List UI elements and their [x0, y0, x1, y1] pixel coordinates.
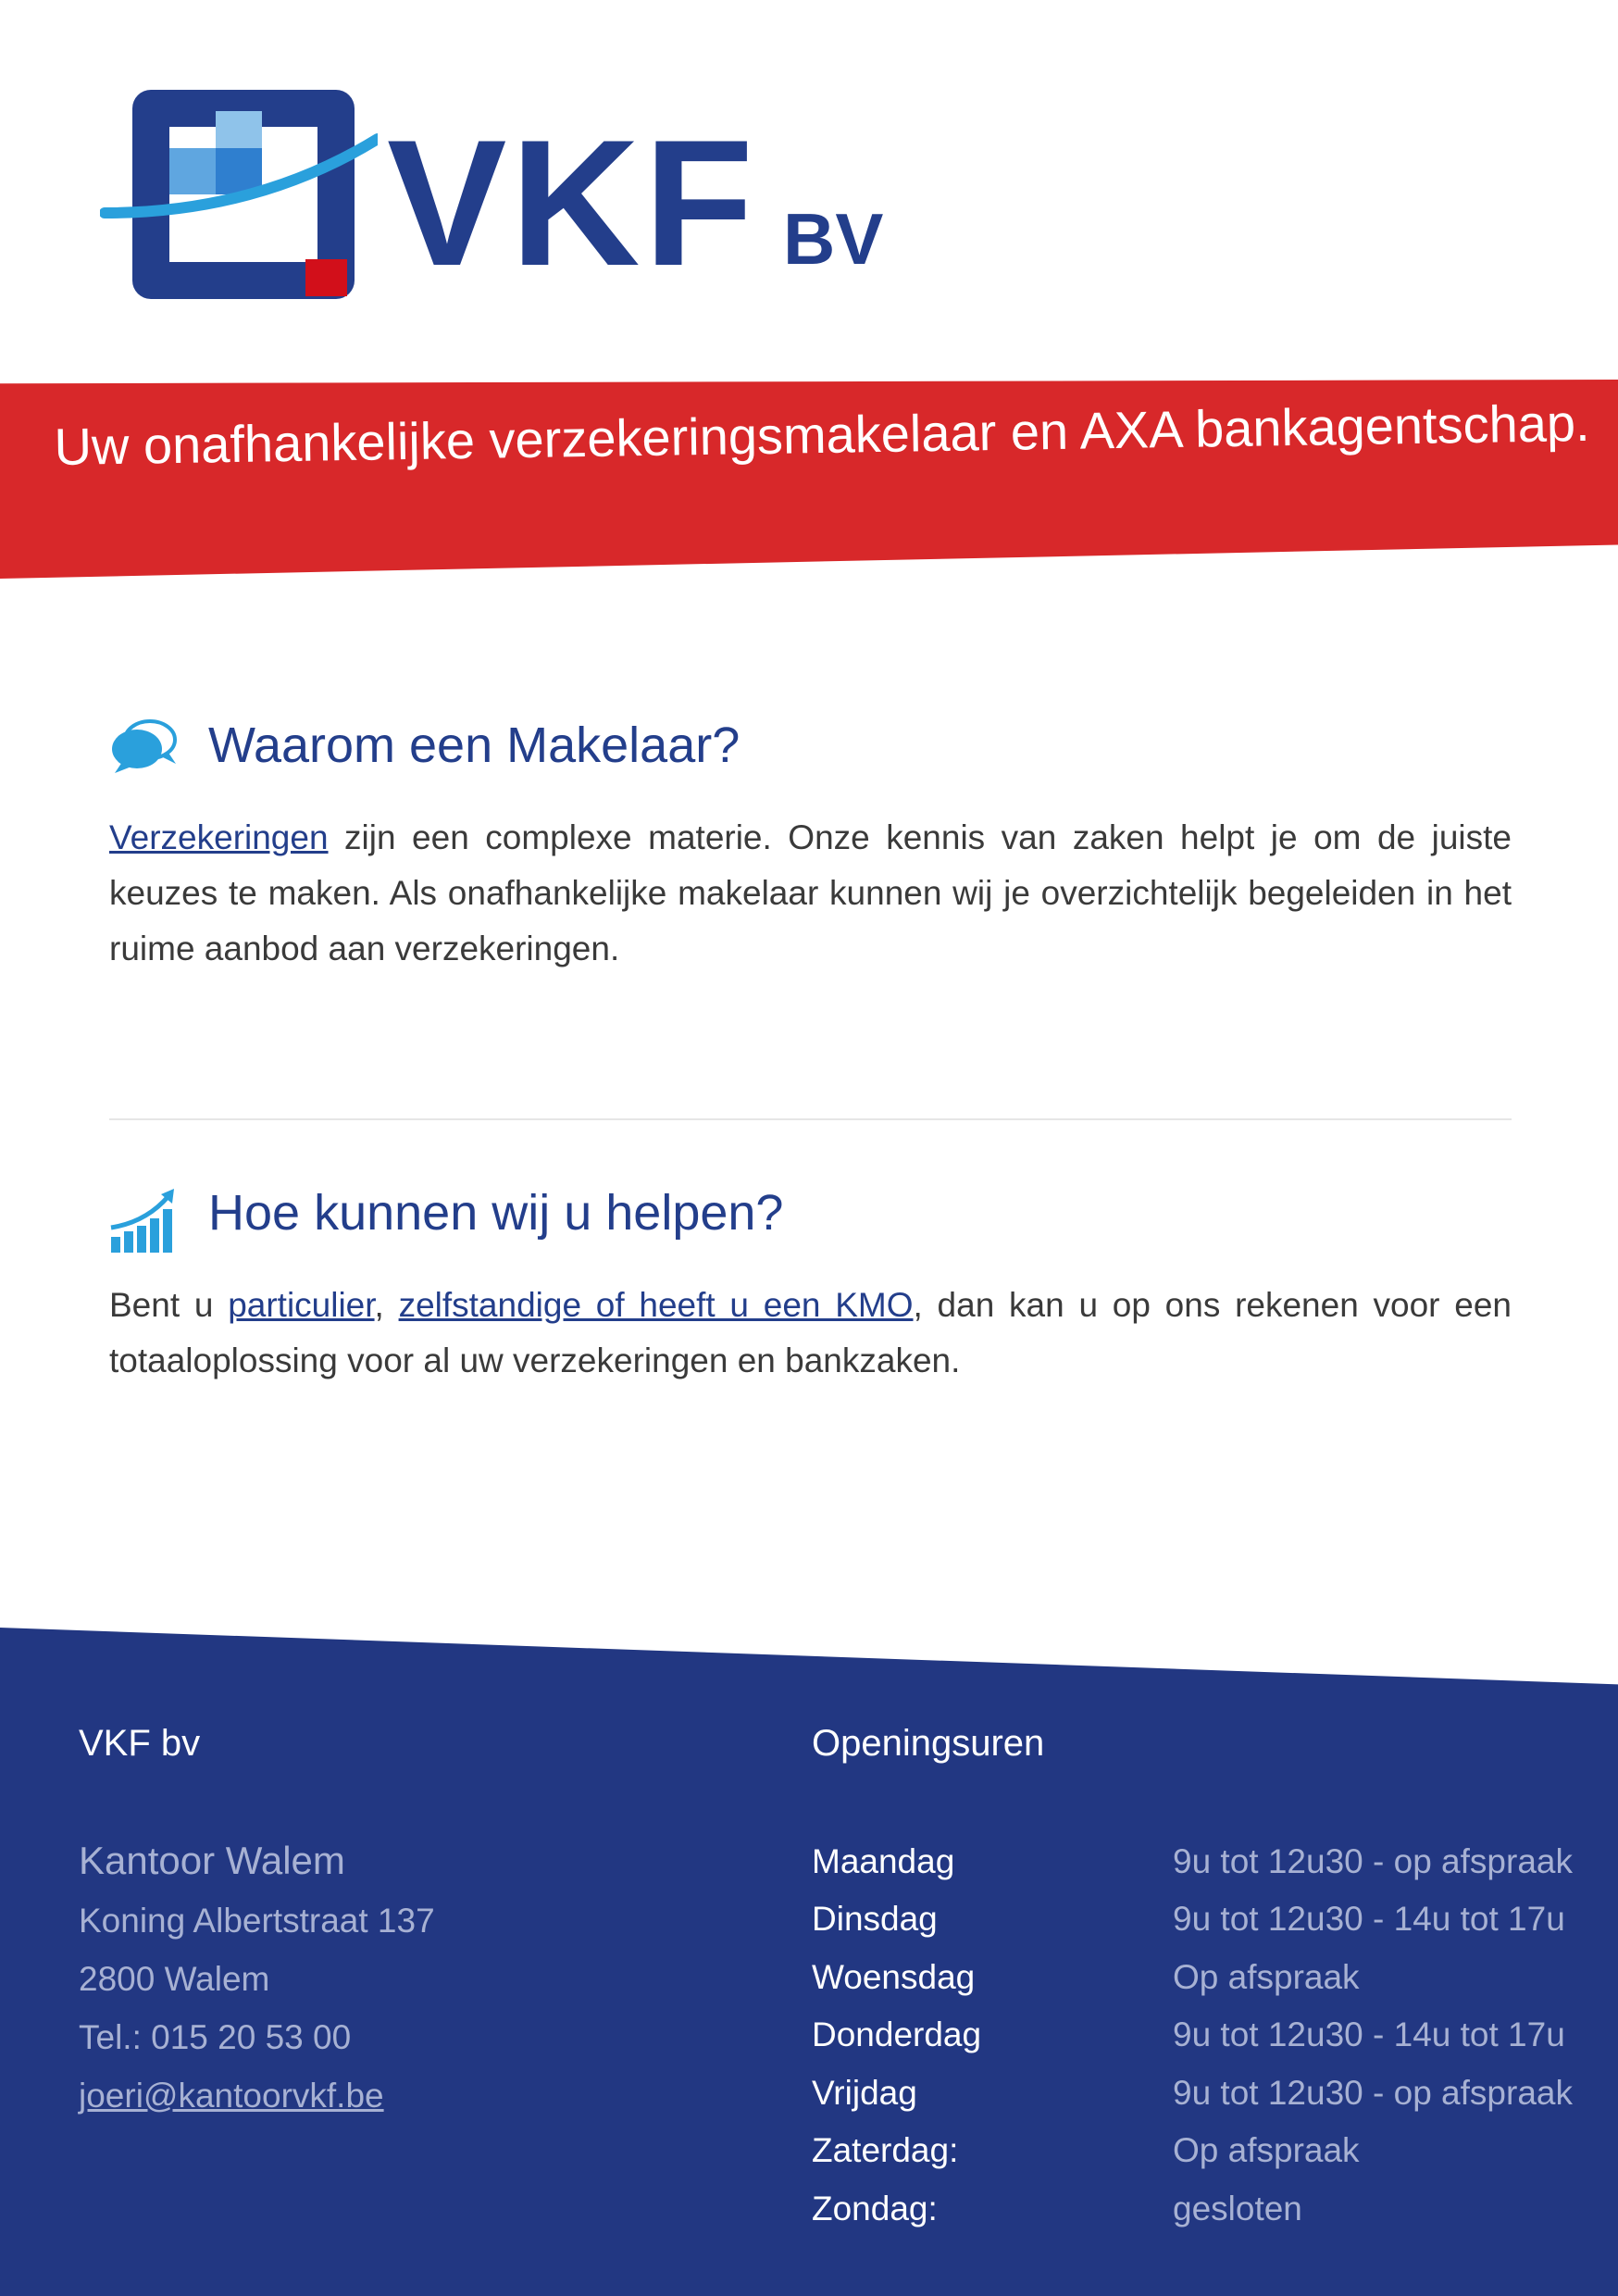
hours-time: gesloten	[1173, 2190, 1302, 2227]
hours-day: Zaterdag:	[812, 2131, 959, 2169]
hours-row	[812, 1896, 1589, 1948]
section-text-how-help	[109, 1278, 1512, 1389]
hours-day: Donderdag	[812, 2015, 982, 2053]
hours-time: Op afspraak	[1173, 1958, 1360, 1996]
hours-time: Op afspraak	[1173, 2131, 1360, 2169]
private-link[interactable]: particulier	[228, 1286, 375, 1324]
footer-office: Kantoor Walem	[79, 1839, 345, 1882]
hours-row	[812, 2070, 1589, 2122]
hours-time: 9u tot 12u30 - 14u tot 17u	[1173, 1900, 1565, 1938]
hours-row	[812, 1839, 1589, 1890]
tagline: Uw onafhankelijke verzekeringsmakelaar en AXA bankagentschap.	[54, 393, 1591, 476]
chat-bubbles-icon	[109, 718, 179, 773]
footer-street: Koning Albertstraat 137	[79, 1902, 435, 1940]
hours-row	[812, 2186, 1589, 2238]
why-broker-body: zijn een complexe materie. Onze kennis van zaken helpt je om de juiste keuzes te maken. Als onafhankelijke makelaar kunnen wij je overzichtelijk begeleiden in het ruime aanbod aan verzekeringen.	[109, 818, 1512, 967]
hours-time: 9u tot 12u30 - op afspraak	[1173, 1842, 1573, 1880]
hours-day: Dinsdag	[812, 1900, 938, 1938]
how-help-prefix: Bent u	[109, 1286, 229, 1324]
section-text-why-broker	[109, 810, 1512, 977]
footer-email-link[interactable]: joeri@kantoorvkf.be	[79, 2077, 384, 2115]
growth-chart-icon	[109, 1185, 179, 1254]
logo-text: VKF	[387, 103, 757, 304]
logo[interactable]	[100, 83, 896, 324]
section-title-why-broker: Waarom een Makelaar?	[208, 718, 741, 773]
hours-day: Zondag:	[812, 2190, 938, 2227]
hours-time: 9u tot 12u30 - op afspraak	[1173, 2074, 1573, 2112]
insurance-link[interactable]: Verzekeringen	[109, 818, 329, 856]
how-help-body: , dan kan u op ons rekenen voor een totaaloplossing voor al uw verzekeringen en bankzaken.	[109, 1286, 1512, 1379]
hours-time: 9u tot 12u30 - 14u tot 17u	[1173, 2015, 1565, 2053]
hours-day: Maandag	[812, 1842, 955, 1880]
hours-row	[812, 2128, 1589, 2179]
logo-mark-icon	[100, 83, 378, 324]
logo-suffix: BV	[783, 198, 884, 280]
section-title-how-help: Hoe kunnen wij u helpen?	[208, 1185, 784, 1241]
footer-phone[interactable]: Tel.: 015 20 53 00	[79, 2018, 352, 2056]
footer-city: 2800 Walem	[79, 1960, 270, 1998]
business-link[interactable]: zelfstandige of heeft u een KMO	[398, 1286, 914, 1324]
hours-day: Woensdag	[812, 1958, 976, 1996]
section-divider	[109, 1118, 1512, 1120]
hours-row	[812, 2012, 1589, 2064]
footer-hours-title: Openingsuren	[812, 1723, 1045, 1764]
hours-row	[812, 1954, 1589, 2006]
footer-company: VKF bv	[79, 1723, 201, 1764]
hours-day: Vrijdag	[812, 2074, 917, 2112]
how-help-separator: ,	[374, 1286, 399, 1324]
